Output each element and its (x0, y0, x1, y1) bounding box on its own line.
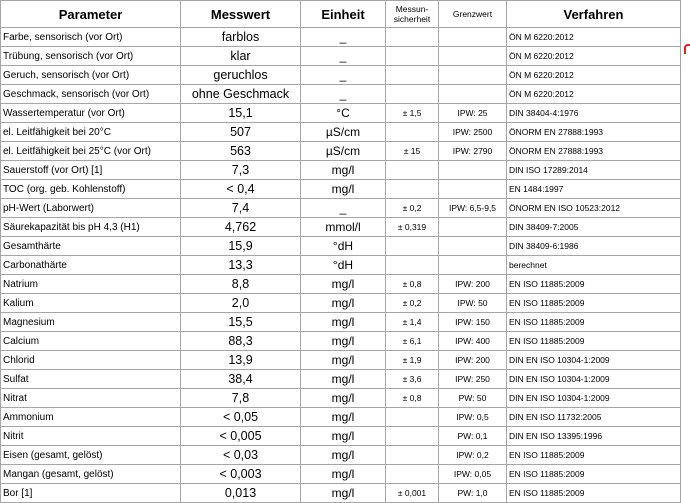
cell-grenzwert: IPW: 0,05 (439, 465, 507, 484)
table-row (1, 28, 681, 47)
cell-grenzwert: IPW: 200 (439, 275, 507, 294)
cell-grenzwert (439, 256, 507, 275)
cell-messwert: geruchlos (181, 66, 301, 85)
table-row (1, 313, 681, 332)
cell-verfahren: ÖN M 6220:2012 (507, 85, 681, 104)
cell-verfahren: ÖN M 6220:2012 (507, 28, 681, 47)
cell-verfahren: EN ISO 11885:2009 (507, 484, 681, 503)
cell-einheit: mg/l (301, 161, 386, 180)
cell-messunsicherheit: ± 1,4 (386, 313, 439, 332)
cell-einheit: mg/l (301, 427, 386, 446)
header-messwert: Messwert (181, 1, 301, 28)
table-row (1, 446, 681, 465)
cell-verfahren: DIN EN ISO 10304-1:2009 (507, 351, 681, 370)
cell-grenzwert: IPW: 25 (439, 104, 507, 123)
cell-parameter: Trübung, sensorisch (vor Ort) (1, 47, 181, 66)
cell-verfahren: DIN 38409-7:2005 (507, 218, 681, 237)
cell-einheit: _ (301, 66, 386, 85)
cell-grenzwert: IPW: 400 (439, 332, 507, 351)
cell-einheit: °dH (301, 237, 386, 256)
table-row (1, 465, 681, 484)
header-row (1, 1, 681, 28)
cell-messwert: < 0,005 (181, 427, 301, 446)
cell-messunsicherheit (386, 446, 439, 465)
cell-parameter: Geschmack, sensorisch (vor Ort) (1, 85, 181, 104)
cell-verfahren: EN ISO 11885:2009 (507, 313, 681, 332)
cell-parameter: TOC (org. geb. Kohlenstoff) (1, 180, 181, 199)
cell-grenzwert: IPW: 50 (439, 294, 507, 313)
table-row (1, 142, 681, 161)
cell-messunsicherheit (386, 47, 439, 66)
cell-einheit: mg/l (301, 180, 386, 199)
cell-verfahren: DIN 38404-4:1976 (507, 104, 681, 123)
cell-grenzwert (439, 237, 507, 256)
cell-parameter: Sauerstoff (vor Ort) [1] (1, 161, 181, 180)
cell-grenzwert: IPW: 2790 (439, 142, 507, 161)
cell-verfahren: EN ISO 11885:2009 (507, 465, 681, 484)
cell-parameter: Mangan (gesamt, gelöst) (1, 465, 181, 484)
cell-parameter: Natrium (1, 275, 181, 294)
cell-messunsicherheit: ± 1,9 (386, 351, 439, 370)
header-verfahren: Verfahren (507, 1, 681, 28)
cell-messwert: 0,013 (181, 484, 301, 503)
cell-messunsicherheit: ± 1,5 (386, 104, 439, 123)
cell-messunsicherheit: ± 0,2 (386, 294, 439, 313)
cell-einheit: mg/l (301, 370, 386, 389)
cell-messunsicherheit (386, 161, 439, 180)
cell-einheit: mmol/l (301, 218, 386, 237)
cell-einheit: mg/l (301, 275, 386, 294)
cell-einheit: mg/l (301, 332, 386, 351)
cell-verfahren: DIN EN ISO 10304-1:2009 (507, 389, 681, 408)
cell-messwert: < 0,03 (181, 446, 301, 465)
cell-messwert: 15,5 (181, 313, 301, 332)
cell-messunsicherheit (386, 427, 439, 446)
table-row (1, 389, 681, 408)
cell-parameter: Kalium (1, 294, 181, 313)
cell-messwert: 8,8 (181, 275, 301, 294)
table-row (1, 218, 681, 237)
table-row (1, 427, 681, 446)
header-einheit: Einheit (301, 1, 386, 28)
cell-parameter: Säurekapazität bis pH 4,3 (H1) (1, 218, 181, 237)
cell-parameter: Ammonium (1, 408, 181, 427)
cell-einheit: mg/l (301, 465, 386, 484)
cell-grenzwert (439, 180, 507, 199)
cell-messunsicherheit (386, 180, 439, 199)
cell-grenzwert: IPW: 200 (439, 351, 507, 370)
cell-einheit: °dH (301, 256, 386, 275)
cell-messunsicherheit (386, 408, 439, 427)
table-row (1, 370, 681, 389)
cell-parameter: el. Leitfähigkeit bei 25°C (vor Ort) (1, 142, 181, 161)
cell-messwert: 507 (181, 123, 301, 142)
table-row (1, 484, 681, 503)
cell-parameter: Geruch, sensorisch (vor Ort) (1, 66, 181, 85)
header-messunsicherheit: Messun- sicherheit (386, 1, 439, 28)
cell-messwert: 7,3 (181, 161, 301, 180)
cell-messwert: farblos (181, 28, 301, 47)
cell-verfahren: DIN 38409-6:1986 (507, 237, 681, 256)
cell-grenzwert: IPW: 0,5 (439, 408, 507, 427)
cell-messunsicherheit (386, 465, 439, 484)
table-row (1, 123, 681, 142)
cell-messwert: 2,0 (181, 294, 301, 313)
table-row (1, 275, 681, 294)
cell-parameter: Nitrit (1, 427, 181, 446)
table-row (1, 104, 681, 123)
cell-einheit: mg/l (301, 484, 386, 503)
cell-parameter: Gesamthärte (1, 237, 181, 256)
cell-einheit: _ (301, 85, 386, 104)
cell-verfahren: EN 1484:1997 (507, 180, 681, 199)
cell-einheit: µS/cm (301, 142, 386, 161)
header-parameter: Parameter (1, 1, 181, 28)
cell-einheit: _ (301, 199, 386, 218)
cell-messwert: 88,3 (181, 332, 301, 351)
table-row (1, 199, 681, 218)
cell-messunsicherheit (386, 66, 439, 85)
table-row (1, 237, 681, 256)
cell-verfahren: EN ISO 11885:2009 (507, 275, 681, 294)
cell-einheit: mg/l (301, 351, 386, 370)
cell-verfahren: ÖNORM EN ISO 10523:2012 (507, 199, 681, 218)
table-row (1, 294, 681, 313)
cell-messwert: 563 (181, 142, 301, 161)
cell-messunsicherheit (386, 123, 439, 142)
table-row (1, 408, 681, 427)
cell-messunsicherheit: ± 0,8 (386, 389, 439, 408)
cell-parameter: Sulfat (1, 370, 181, 389)
cell-messunsicherheit (386, 256, 439, 275)
cell-messwert: 15,1 (181, 104, 301, 123)
red-mark-icon (684, 44, 690, 54)
cell-verfahren: EN ISO 11885:2009 (507, 332, 681, 351)
table-row (1, 85, 681, 104)
table-row (1, 256, 681, 275)
cell-grenzwert: IPW: 0,2 (439, 446, 507, 465)
cell-einheit: mg/l (301, 389, 386, 408)
cell-parameter: Carbonathärte (1, 256, 181, 275)
cell-messunsicherheit: ± 0,319 (386, 218, 439, 237)
cell-grenzwert: IPW: 250 (439, 370, 507, 389)
cell-einheit: µS/cm (301, 123, 386, 142)
cell-verfahren: ÖN M 6220:2012 (507, 47, 681, 66)
cell-einheit: °C (301, 104, 386, 123)
cell-messunsicherheit (386, 237, 439, 256)
cell-messwert: 15,9 (181, 237, 301, 256)
cell-messwert: klar (181, 47, 301, 66)
cell-parameter: Nitrat (1, 389, 181, 408)
header-grenzwert: Grenzwert (439, 1, 507, 28)
table-row (1, 161, 681, 180)
cell-verfahren: DIN ISO 17289:2014 (507, 161, 681, 180)
cell-messunsicherheit (386, 28, 439, 47)
cell-einheit: mg/l (301, 294, 386, 313)
cell-einheit: _ (301, 28, 386, 47)
cell-parameter: Bor [1] (1, 484, 181, 503)
cell-grenzwert: IPW: 6,5-9,5 (439, 199, 507, 218)
cell-einheit: mg/l (301, 313, 386, 332)
cell-parameter: pH-Wert (Laborwert) (1, 199, 181, 218)
cell-parameter: Wassertemperatur (vor Ort) (1, 104, 181, 123)
cell-messunsicherheit: ± 15 (386, 142, 439, 161)
cell-einheit: mg/l (301, 446, 386, 465)
cell-verfahren: DIN EN ISO 10304-1:2009 (507, 370, 681, 389)
cell-verfahren: ÖNORM EN 27888:1993 (507, 123, 681, 142)
table-body (1, 28, 681, 503)
cell-verfahren: DIN EN ISO 13395:1996 (507, 427, 681, 446)
cell-grenzwert (439, 66, 507, 85)
cell-messunsicherheit: ± 0,001 (386, 484, 439, 503)
cell-messwert: 7,8 (181, 389, 301, 408)
cell-messunsicherheit (386, 85, 439, 104)
cell-parameter: Farbe, sensorisch (vor Ort) (1, 28, 181, 47)
cell-verfahren: EN ISO 11885:2009 (507, 294, 681, 313)
cell-parameter: Calcium (1, 332, 181, 351)
cell-messwert: 7,4 (181, 199, 301, 218)
cell-parameter: el. Leitfähigkeit bei 20°C (1, 123, 181, 142)
cell-grenzwert: IPW: 150 (439, 313, 507, 332)
cell-verfahren: EN ISO 11885:2009 (507, 446, 681, 465)
cell-verfahren: berechnet (507, 256, 681, 275)
cell-grenzwert: PW: 50 (439, 389, 507, 408)
table-row (1, 332, 681, 351)
cell-messwert: < 0,05 (181, 408, 301, 427)
cell-messwert: 38,4 (181, 370, 301, 389)
cell-messunsicherheit: ± 0,2 (386, 199, 439, 218)
cell-verfahren: ÖNORM EN 27888:1993 (507, 142, 681, 161)
cell-messwert: 13,3 (181, 256, 301, 275)
cell-messwert: 4,762 (181, 218, 301, 237)
cell-messunsicherheit: ± 3,6 (386, 370, 439, 389)
table-row (1, 180, 681, 199)
cell-messwert: < 0,4 (181, 180, 301, 199)
cell-grenzwert (439, 28, 507, 47)
cell-parameter: Chlorid (1, 351, 181, 370)
cell-parameter: Magnesium (1, 313, 181, 332)
cell-messwert: 13,9 (181, 351, 301, 370)
cell-grenzwert: IPW: 2500 (439, 123, 507, 142)
cell-grenzwert: PW: 0,1 (439, 427, 507, 446)
cell-grenzwert (439, 218, 507, 237)
cell-grenzwert (439, 47, 507, 66)
cell-grenzwert: PW: 1,0 (439, 484, 507, 503)
cell-messunsicherheit: ± 6,1 (386, 332, 439, 351)
cell-grenzwert (439, 85, 507, 104)
cell-messwert: < 0,003 (181, 465, 301, 484)
table-row (1, 47, 681, 66)
cell-einheit: _ (301, 47, 386, 66)
table-row (1, 66, 681, 85)
cell-messunsicherheit: ± 0,8 (386, 275, 439, 294)
cell-verfahren: ÖN M 6220:2012 (507, 66, 681, 85)
cell-parameter: Eisen (gesamt, gelöst) (1, 446, 181, 465)
cell-verfahren: DIN EN ISO 11732:2005 (507, 408, 681, 427)
cell-einheit: mg/l (301, 408, 386, 427)
cell-messwert: ohne Geschmack (181, 85, 301, 104)
table-row (1, 351, 681, 370)
cell-grenzwert (439, 161, 507, 180)
